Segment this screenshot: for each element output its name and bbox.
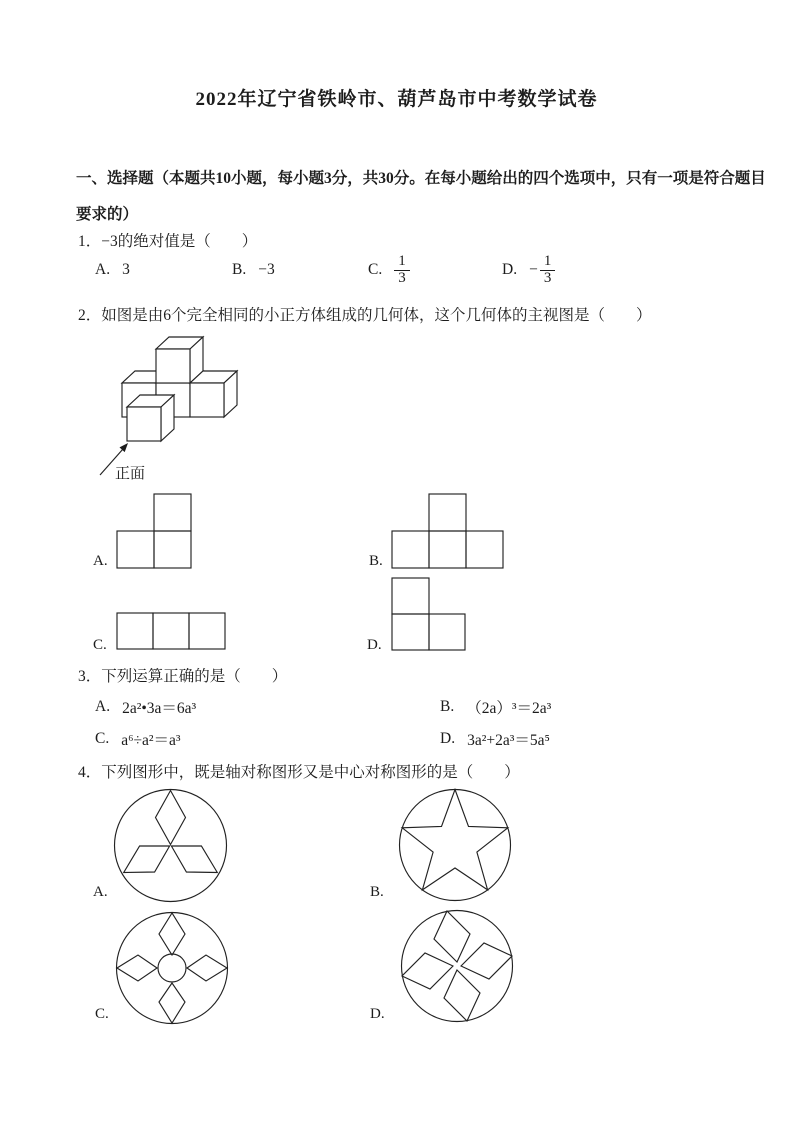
q1-option-c-fraction <box>394 254 410 287</box>
q1-option-b-text: −3 <box>258 261 275 278</box>
q1-option-b-key: B. <box>232 261 247 278</box>
q3-option-b-formula: （2a）³＝2a³ <box>466 700 552 717</box>
front-face-label: 正面 <box>115 466 146 480</box>
q3-option-a-formula: 2a²•3a＝6a³ <box>122 700 197 717</box>
q3-option-c <box>95 728 181 750</box>
q4-option-a-symmetry-figure <box>113 788 228 903</box>
q1-option-d-fraction <box>540 254 556 287</box>
q2-option-c-view-figure <box>116 611 226 651</box>
q4-option-b-symmetry-figure <box>396 786 514 904</box>
q1-option-d-key: D. <box>502 261 518 278</box>
q3-option-d-key: D. <box>440 730 456 747</box>
q2-option-a-key: A. <box>93 553 108 569</box>
q4-option-c-symmetry-figure <box>115 911 229 1025</box>
q2-stem: 2．如图是由6个完全相同的小正方体组成的几何体，这个几何体的主视图是（ ） <box>78 307 652 324</box>
q1-option-a <box>95 247 130 293</box>
q4-option-c-key: C. <box>95 1006 109 1022</box>
q3-option-d-formula: 3a²+2a³＝5a⁵ <box>467 732 550 749</box>
q2-option-b-view-figure <box>391 493 504 569</box>
q3-option-c-formula: a⁶÷a²＝a³ <box>121 732 181 749</box>
q2-option-d-view-figure <box>391 577 467 652</box>
q3-option-d <box>440 728 550 750</box>
q4-stem: 4．下列图形中，既是轴对称图形又是中心对称图形的是（ ） <box>78 764 520 781</box>
fraction-numerator: 1 <box>398 252 406 269</box>
fraction-denominator: 3 <box>394 270 410 287</box>
minus-sign: − <box>529 261 538 278</box>
q2-option-c-key: C. <box>93 637 107 653</box>
q1-stem: 1．−3的绝对值是（ ） <box>78 233 258 250</box>
q1-option-c-key: C. <box>368 261 383 278</box>
q4-option-d-key: D. <box>370 1006 385 1022</box>
section-heading-line2: 要求的） <box>76 206 139 223</box>
q3-option-b-key: B. <box>440 698 455 715</box>
q3-option-b <box>440 696 551 718</box>
q3-option-c-key: C. <box>95 730 110 747</box>
page-title: 2022年辽宁省铁岭市、葫芦岛市中考数学试卷 <box>195 89 598 110</box>
q1-option-d <box>502 247 555 293</box>
q1-option-a-text: 3 <box>122 261 130 278</box>
q1-option-c <box>368 247 410 293</box>
q3-stem: 3．下列运算正确的是（ ） <box>78 668 288 685</box>
q4-option-a-key: A. <box>93 884 108 900</box>
q2-option-b-key: B. <box>369 553 383 569</box>
q1-option-a-key: A. <box>95 261 111 278</box>
section-heading-line1: 一、选择题（本题共10小题，每小题3分，共30分。在每小题给出的四个选项中，只有一项是符合题目 <box>76 170 766 187</box>
q2-option-a-view-figure <box>116 493 192 569</box>
q4-option-b-key: B. <box>370 884 384 900</box>
q2-cube-assembly-figure <box>90 330 260 480</box>
q3-option-a-key: A. <box>95 698 111 715</box>
fraction-denominator: 3 <box>540 270 556 287</box>
q1-option-b <box>232 247 275 293</box>
q2-option-d-key: D. <box>367 637 382 653</box>
q4-option-d-symmetry-figure <box>400 909 514 1023</box>
q3-option-a <box>95 696 196 718</box>
fraction-numerator: 1 <box>543 252 552 269</box>
